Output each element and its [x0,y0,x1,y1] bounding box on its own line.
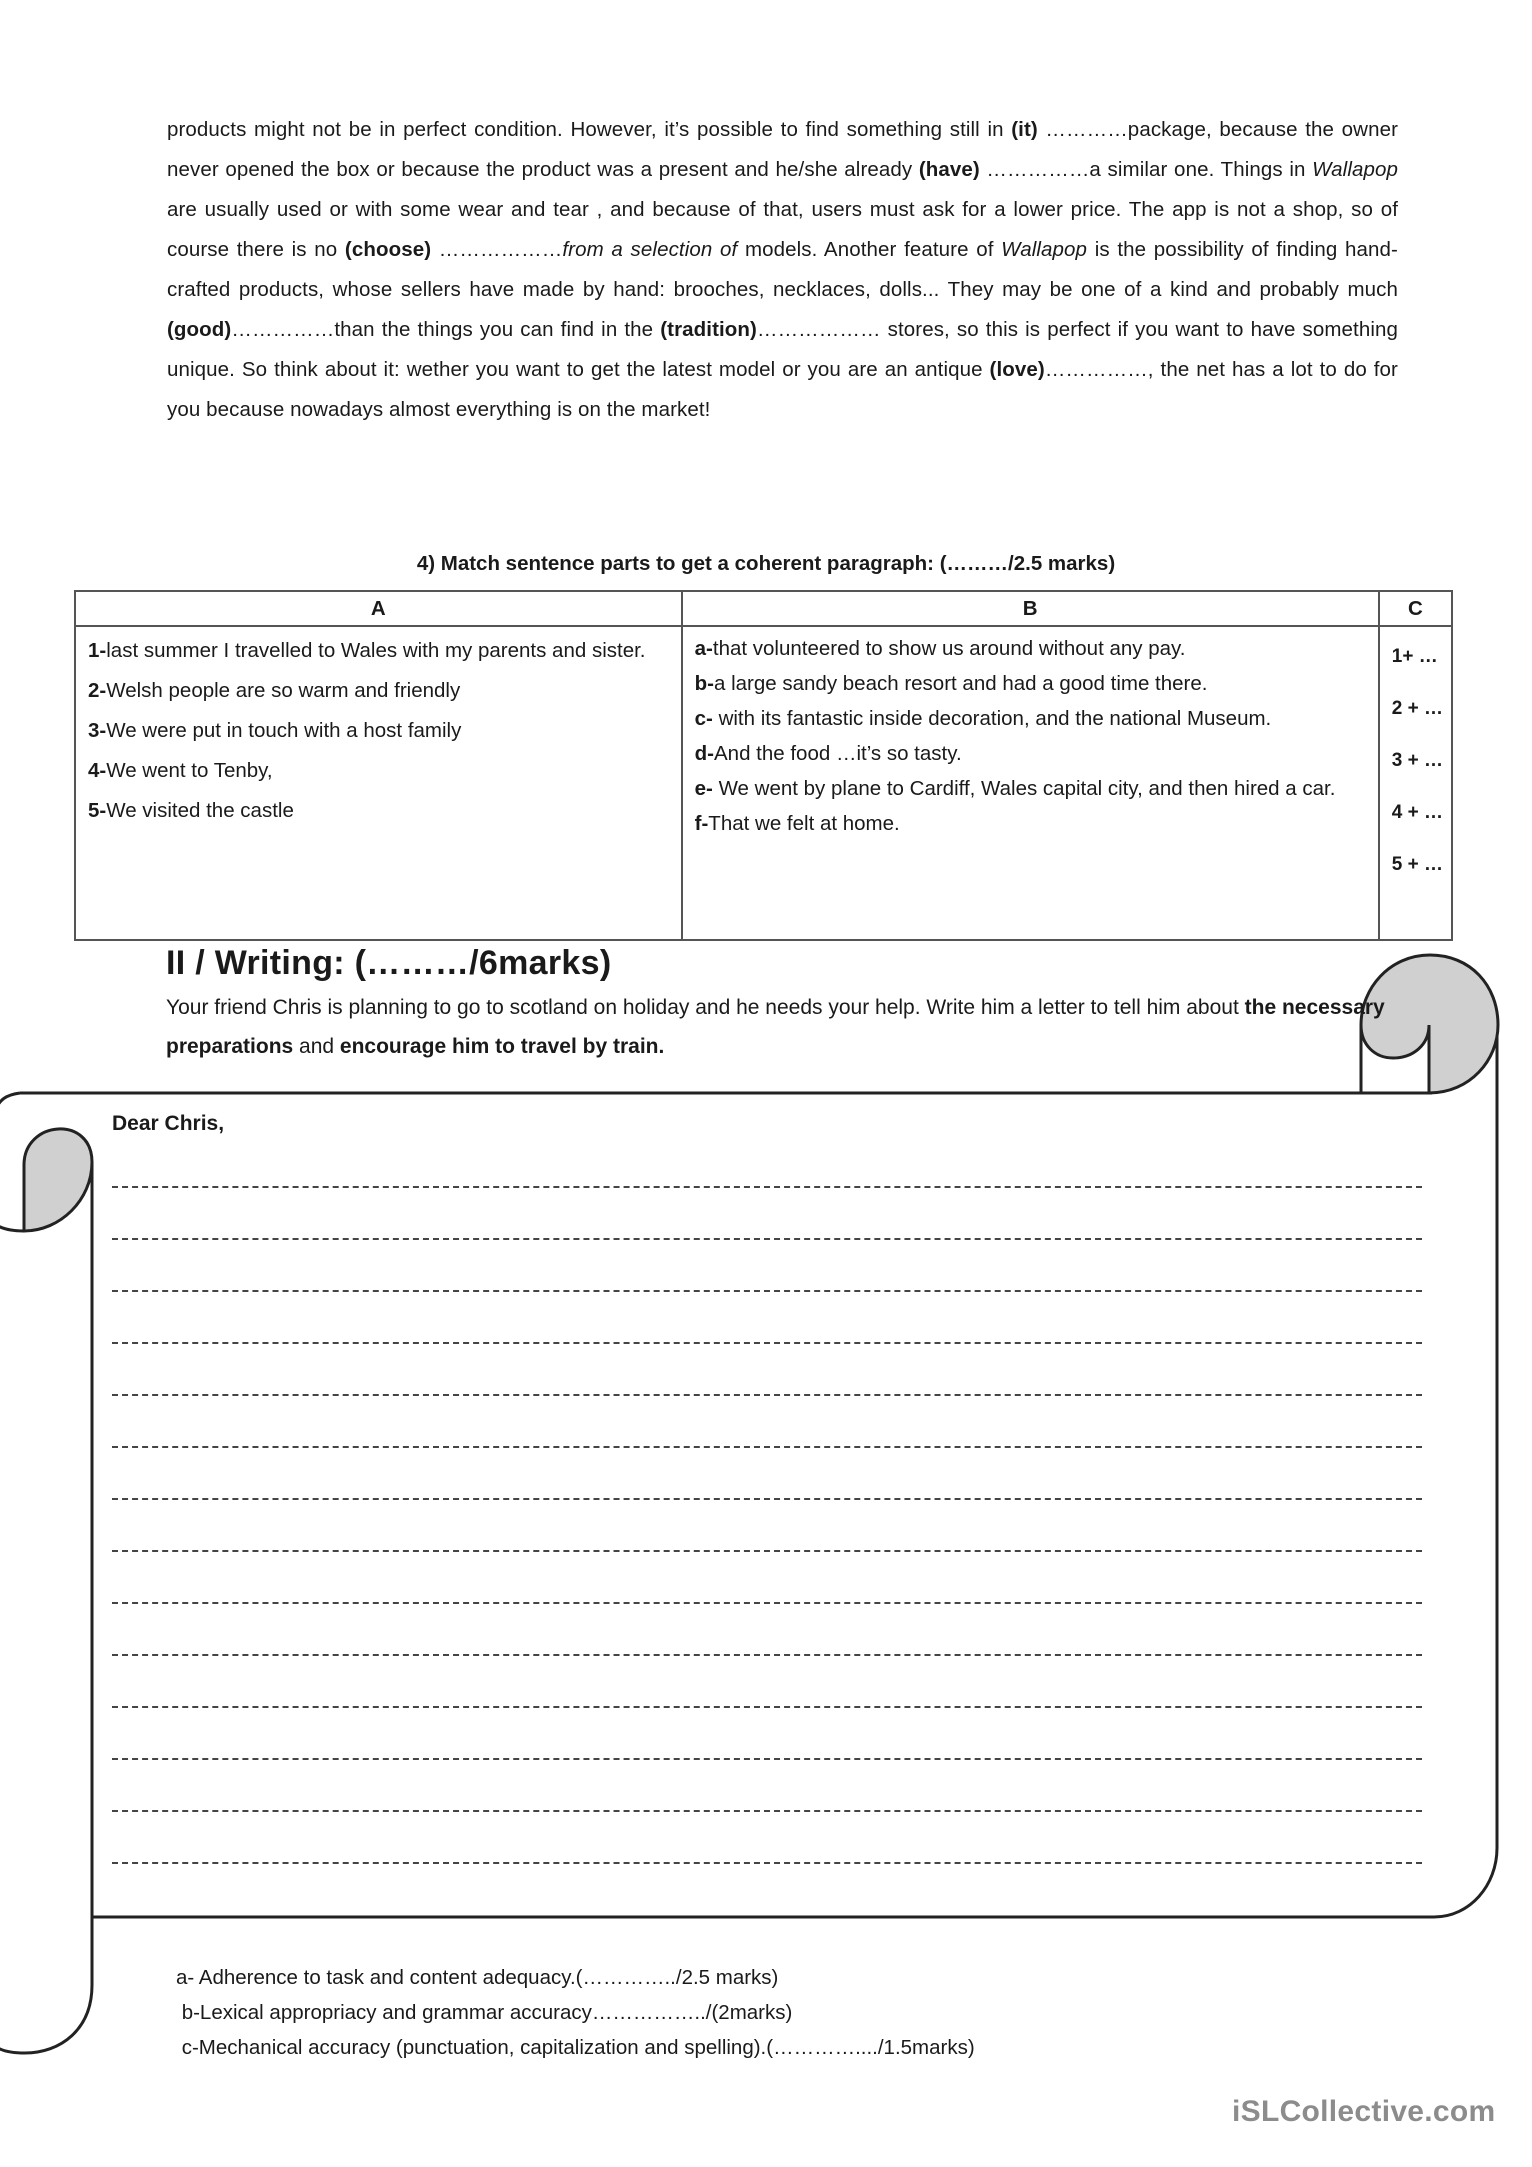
verb-prompt: (choose) [344,238,432,261]
verb-prompt: (tradition) [660,318,757,341]
answer-line[interactable] [112,1542,1422,1594]
matching-table-body-row [75,626,1452,940]
criterion-a: a- Adherence to task and content adequacy.(…………../2.5 marks) [176,1966,779,1989]
column-a-item: 2-Welsh people are so warm and friendly [88,679,461,702]
answer-slot-3[interactable]: 3 + … [1391,750,1443,771]
paragraph-text: ……………… stores, so this is perfect if you want to have something unique. So think about it: wether you want to get the latest model or you are an antique [167,318,1398,381]
answer-line[interactable] [112,1802,1422,1854]
answer-line[interactable] [112,1334,1422,1386]
answer-lines[interactable] [112,1178,1422,1906]
verb-prompt: (have) [918,158,980,181]
header-column-b: B [682,591,1379,626]
paragraph-text: products might not be in perfect condition. However, it’s possible to find something still in [167,118,1012,141]
column-a-item: 3-We were put in touch with a host family [88,719,462,742]
column-b-item: f-That we felt at home. [694,812,900,835]
column-b-item: e- We went by plane to Cardiff, Wales capital city, and then hired a car. [694,777,1336,800]
answer-line[interactable] [112,1698,1422,1750]
watermark: iSLCollective.com [1232,2095,1496,2128]
answer-slot-1[interactable]: 1+ … [1391,646,1438,667]
matching-task-title: 4) Match sentence parts to get a coherent paragraph: (………/2.5 marks) [416,552,1116,575]
header-column-c: C [1379,591,1452,626]
writing-prompt: Your friend Chris is planning to go to scotland on holiday and he needs your help. Write him a letter to tell him about the necessary preparations and encourage him to travel by train. [166,996,1385,1058]
paragraph-text: ……………a similar one. Things in [979,158,1313,181]
column-a-item: 1-last summer I travelled to Wales with my parents and sister. [88,639,646,662]
column-a-item: 4-We went to Tenby, [88,759,273,782]
verb-prompt: (good) [167,318,232,341]
left-curl-icon [24,1129,92,1231]
answer-line[interactable] [112,1230,1422,1282]
answer-slot-5[interactable]: 5 + … [1391,854,1443,875]
italic-text: from a selection of [562,238,738,261]
header-column-a: A [75,591,682,626]
column-a-cell [75,626,682,940]
answer-slot-2[interactable]: 2 + … [1391,698,1443,719]
column-b-item: a-that volunteered to show us around without any pay. [694,637,1186,660]
answer-line[interactable] [112,1178,1422,1230]
matching-table [74,590,1453,941]
paragraph-text: is the possibility of finding hand-crafted products, whose sellers have made by hand: brooches, necklaces, dolls... They may be one of a kind and probably much [167,238,1398,301]
column-c-cell [1379,626,1452,940]
paragraph-text: ……………than the things you can find in the [231,318,661,341]
italic-text: Wallapop [1001,238,1088,261]
answer-line[interactable] [112,1594,1422,1646]
answer-line[interactable] [112,1854,1422,1906]
answer-line[interactable] [112,1646,1422,1698]
marking-criteria [176,1960,975,2065]
column-a-item: 5-We visited the castle [88,799,294,822]
answer-line[interactable] [112,1490,1422,1542]
paragraph-text: ……………… [431,238,563,261]
answer-line[interactable] [112,1438,1422,1490]
verb-prompt: (love) [989,358,1045,381]
answer-line[interactable] [112,1282,1422,1334]
column-b-item: c- with its fantastic inside decoration, and the national Museum. [694,707,1272,730]
reading-paragraph [167,110,1398,430]
column-b-item: d-And the food …it’s so tasty. [694,742,962,765]
letter-greeting: Dear Chris, [112,1112,225,1135]
writing-section-title: II / Writing: (………/6marks) [166,944,612,982]
criterion-b: b-Lexical appropriacy and grammar accuracy……………../(2marks) [176,2001,793,2024]
answer-line[interactable] [112,1750,1422,1802]
column-b-cell [682,626,1379,940]
answer-line[interactable] [112,1386,1422,1438]
matching-table-header-row [75,591,1452,626]
paragraph-text: models. Another feature of [737,238,1002,261]
italic-text: Wallapop [1312,158,1398,181]
paragraph-text: …………package, because the owner never opened the box or because the product was a present and he/she already [167,118,1398,181]
paragraph-text: are usually used or with some wear and tear , and because of that, users must ask for a lower price. The app is not a shop, so of course there is no [167,198,1398,261]
criterion-c: c-Mechanical accuracy (punctuation, capitalization and spelling).(…………..../1.5marks) [176,2036,975,2059]
column-b-item: b-a large sandy beach resort and had a good time there. [694,672,1208,695]
verb-prompt: (it) [1011,118,1038,141]
answer-slot-4[interactable]: 4 + … [1391,802,1443,823]
paragraph-text: ……………, the net has a lot to do for you because nowadays almost everything is on the market! [167,358,1398,421]
